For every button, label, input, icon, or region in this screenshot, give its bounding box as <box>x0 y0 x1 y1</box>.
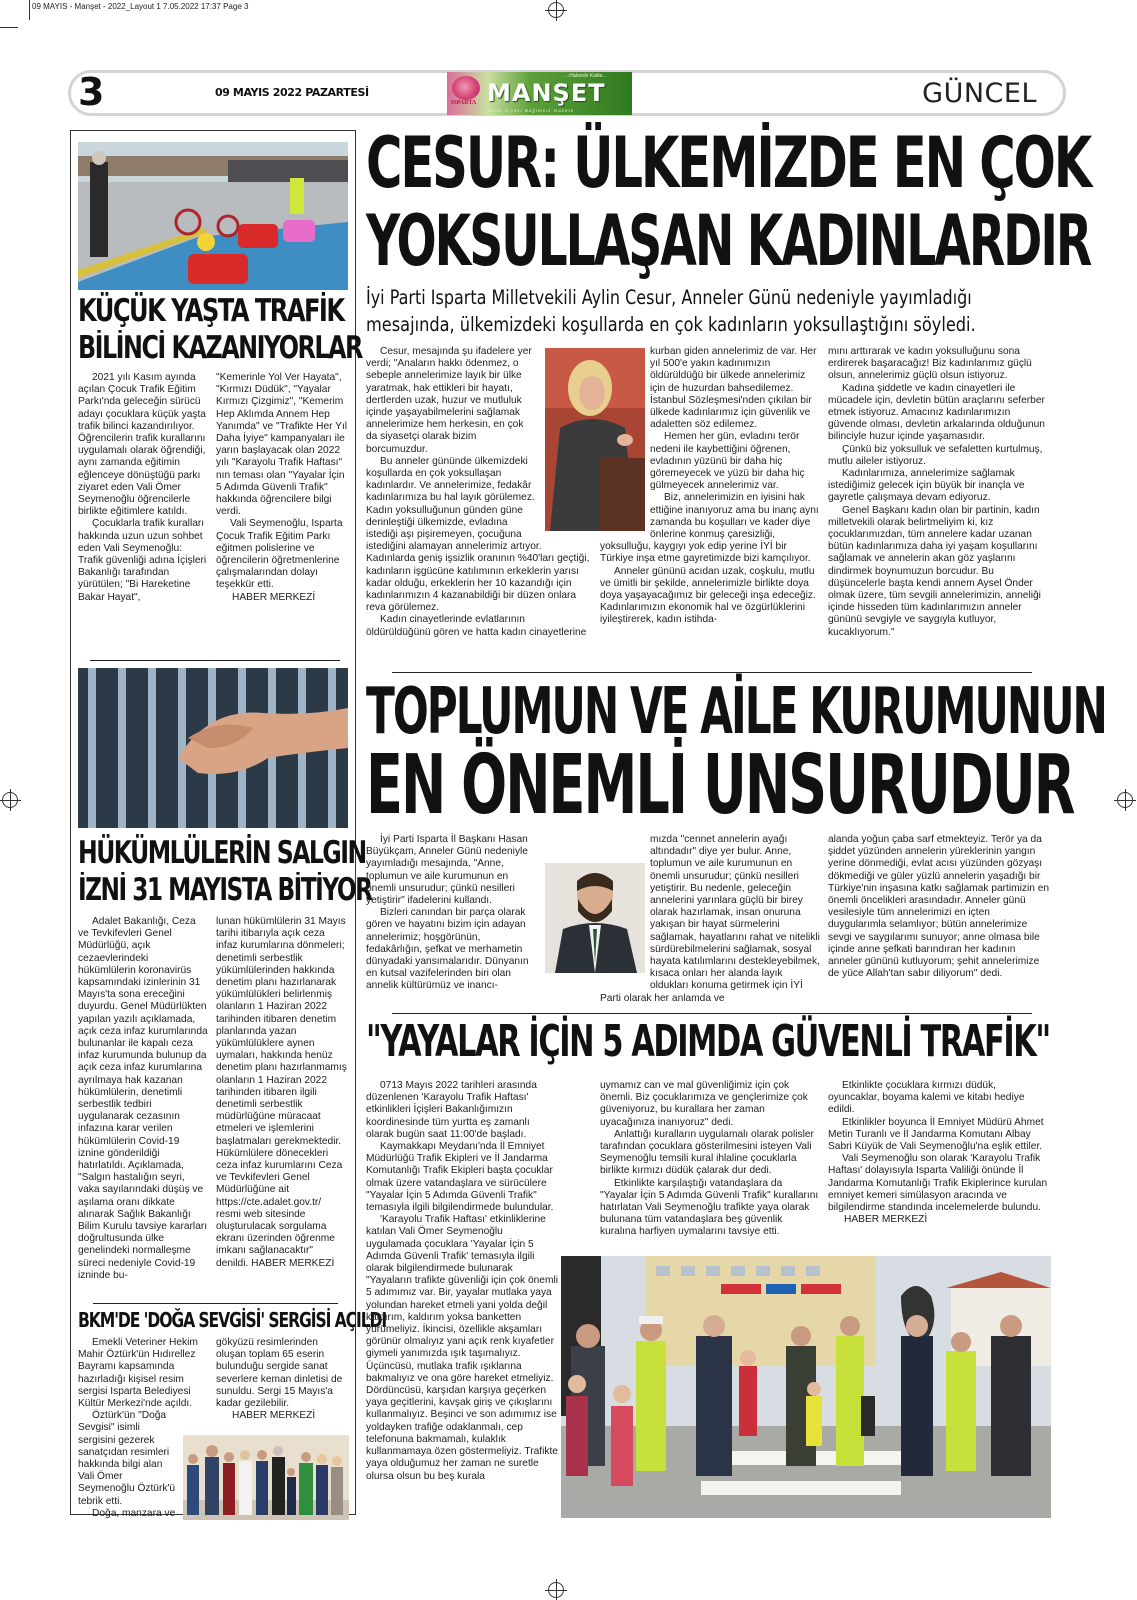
article-pedestrians-col3 <box>828 1080 1050 1226</box>
photo-wrap-space <box>600 346 650 534</box>
paragraph: Çocuklarla trafik kuralları hakkında uzun uzun sohbet eden Vali Seymenoğlu: Trafik güvenliği adına İçişleri Bakanlığı tarafından yürütülen; "Bi Hareketine Bakar Hayat", <box>78 518 207 603</box>
article-prisoners-col1 <box>78 916 208 1282</box>
deck-cesur-line2: mesajında, ülkemizdeki koşullarda en çok kadınların yoksullaştığını söyledi. <box>366 313 976 336</box>
traffic-week-event-photo <box>561 1256 1051 1518</box>
print-slug: 09 MAYIS - Manşet - 2022_Layout 1 7.05.2022 17:37 Page 3 <box>32 2 249 11</box>
paragraph: Etkinlikler boyunca İl Emniyet Müdürü Ahmet Metin Turanlı ve İl Jandarma Komutanı Albay Sabri Küyük de Vali Seymenoğlu'na eşlik ettiler. <box>828 1116 1044 1153</box>
traffic-park-photo <box>78 142 348 290</box>
byline: HABER MERKEZİ <box>844 1214 928 1226</box>
headline-cesur-line2: YOKSULLAŞAN KADINLARDIR <box>366 200 1091 282</box>
article-buyukcam-col2 <box>600 834 820 1005</box>
logo-slogan: ...Haberde Kalite... <box>565 73 607 79</box>
exhibition-group-photo <box>183 1435 349 1520</box>
paragraph: Kadın cinayetlerinde evlatlarının öldürüldüğünü gören ve hatta kadın cinayetlerine <box>366 614 587 638</box>
paragraph: lunan hükümlülerin 31 Mayıs tarihi itibarıyla açık ceza infaz kurumlarına dönmeleri; denetimli serbestlik yükümlülerinden hakkında denetim planı hazırlanarak yükümlülükleri belirlenmiş olanların 1 Haziran 2022 tarihinden itibaren denetim planlarında yazan yükümlülüklere aynen uymaları, hakkında henüz denetim planı hazırlanmamış olanların 1 Haziran 2022 tarihinden itibaren ilgili denetimli serbestlik müdürlüğüne müracaat etmeleri ve işlemlerini başlatmaları gerekmektedir. Hükümlülere dönecekleri ceza infaz kurumlarını Ceza ve Tevkifevleri Genel Müdürlüğüne ait https://cte.adalet.gov.tr/ resmi web sitesinde oluşturulacak sorgulama ekranı üzerinden öğrenme imkanı sağlanacaktır" denildi. HABER MERKEZİ <box>216 916 347 1269</box>
article-traffic-kids-col2 <box>216 372 348 604</box>
logo-city: ISPARTA <box>451 100 477 106</box>
paragraph: Anlattığı kuralların uygulamalı olarak polisler tarafından çocuklara gösterilmesini isteyen Vali Seymenoğlu temsili kural ihlaline çocuklarla birlikte kırmızı düdük çalarak dur dedi. <box>600 1128 814 1177</box>
registration-mark-icon <box>2 792 18 808</box>
paragraph: Genel Başkanı kadın olan bir partinin, kadın milletvekili olarak belirtmeliyim ki, kız çocuklarımızdan, tüm annelere kadar uzanan bütün kadınlarımıza daha iyi yaşam koşullarını sağlamak ve annelerin akan göz yaşlarını dindirmek boynumuzun borcudur. Bu düşüncelerle başta kendi annem Aysel Önder olmak üzere, tüm sevgili annelerimizin, anneliği içinde hisseden tüm kadınlarımızın anneler gününü sevgiyle ve saygıyla kutluyor, kucaklıyorum." <box>828 504 1041 638</box>
page-number: 3 <box>78 70 105 114</box>
paragraph: Emekli Veteriner Hekim Mahir Öztürk'ün Hıdırellez Bayramı kapsamında hazırladığı kişisel resim sergisi Isparta Belediyesi Kültür Merkezi'nde açıldı. <box>78 1337 198 1410</box>
paragraph: uymamız can ve mal güvenliğimiz için çok önemli. Biz çocuklarımıza ve gençlerimize çok güveniyoruz, bu kurallara her zaman uyacağınıza inanıyoruz" dedi. <box>600 1080 808 1128</box>
paragraph: Etkinlikte çocuklara kırmızı düdük, oyuncaklar, boyama kalemi ve kitabı hediye edildi. <box>828 1080 1025 1116</box>
photo-wrap-space <box>536 346 592 534</box>
article-traffic-kids-col1 <box>78 372 208 604</box>
article-pedestrians-col1 <box>366 1080 592 1524</box>
section-name: GÜNCEL <box>922 78 1037 109</box>
prison-hands-photo <box>78 668 348 828</box>
headline-traffic-kids-line2: BİLİNCİ KAZANIYORLAR <box>78 330 362 366</box>
registration-mark-icon <box>1117 792 1133 808</box>
article-exhibition-col2 <box>216 1337 348 1422</box>
headline-pedestrians: "YAYALAR İÇİN 5 ADIMDA GÜVENLİ TRAFİK" <box>366 1016 1050 1067</box>
paragraph: Anneler gününü acıdan uzak, coşkulu, mutlu ve ümitli bir şekilde, annelerimizle birlikte doya doya yaşayacağımız bir geleceği inşa edeceğiz. Kadınlarımızın ekonomik hal ve özgürlüklerini iyileştirerek, kadın istihda- <box>600 565 816 626</box>
paragraph: mını arttırarak ve kadın yoksulluğunu sona erdirerek başaracağız! Biz kadınlarımız güçlü olsun, annelerimiz güçlü olsun istiyoruz. <box>828 346 1032 382</box>
article-cesur-col3 <box>828 346 1050 639</box>
paragraph: "Kemerinle Yol Ver Hayata", "Kırmızı Düdük", "Yayalar Kırmızı Çizgimiz", "Kemerim Hep Aklımda Annem Hep Yanımda" ve "Trafikte Her Yıl Daha İyiye" kampanyaları ile yarın başlayacak olan 2022 yılı "Karayolu Trafik Haftası" nın teması olan "Yayalar İçin 5 Adımda Güvenli Trafik" hakkında öğrencilere bilgi verdi. <box>216 372 348 518</box>
divider <box>392 672 1032 673</box>
paragraph: 'Karayolu Trafik Haftası' etkinliklerine katılan Vali Ömer Seymenoğlu uygulamada çocuklara 'Yayalar İçin 5 Adımda Güvenli Trafik' temasıyla ilgili olarak bilgilendirmede bulunarak "Yayaların trafikte güvenliği için çok önemli 5 adımımız var. Bir, yayalar mutlaka yaya yolundan hareket etmeli yani yolda değil kaldırım, kaldırım yoksa banketten yürümeliyiz. İkincisi, özellikle akşamları görünür olmalıyız yani açık renk kıyafetler giymeli yanımızda ışık taşımalıyız. Üçüncüsü, mutlaka trafik ışıklarına bakmalıyız ve ona göre hareket etmeliyiz. Dördüncüsü, karşıdan karşıya geçerken yaya geçitlerini, kavşak giriş ve çıkışlarını kullanmalıyız. Beşinci ve son adımımız ise yoldayken trafiğe odaklanmalı, cep telefonuna bakmamalı, kulaklık kullanmamaya özen göstermeliyiz. Trafikte yaya olduğumuz her zaman ne suretle olursa olsun bu beş kurala <box>366 1214 558 1482</box>
divider <box>392 1013 1032 1014</box>
article-buyukcam-col3 <box>828 834 1050 980</box>
headline-exhibition: BKM'DE 'DOĞA SEVGİSİ' SERGİSİ AÇILDI <box>78 1308 387 1332</box>
issue-date: 09 MAYIS 2022 PAZARTESİ <box>215 86 369 99</box>
headline-prisoners-line2: İZNİ 31 MAYISTA BİTİYOR <box>78 872 372 908</box>
paragraph: Bu anneler gününde ülkemizdeki koşullarda en çok yoksullaşan kadınlardır. Ve annelerimize, fedakâr kadınlarımıza bu hal layık görülemez. Kadın yoksulluğunun günden güne derinleştiği ülkemizde, evladına istediği aşı pişiremeyen, çocuğuna istediğini alamayan annelerimiz artıyor. Kadınlarda geniş işsizlik oranının %40'ları geçtiği, kadınların işgücüne katılımının erkeklerin yarısı kadar olduğu, erkeklerin her 10 kazandığı için kadınlarımızın 4 kazanabildiği bir düzen onlara reva görülemez. <box>366 455 590 614</box>
paragraph: Vali Seymenoğlu son olarak 'Karayolu Trafik Haftası' dolayısıyla Isparta Valiliği önünde İl Jandarma Komutanlığı Trafik Ekiplerince kurulan emniyet kemeri simülasyon aracında ve bilgilendirme standında incelemelerde bulundu. <box>828 1153 1048 1214</box>
photo-wrap-space <box>536 850 592 992</box>
registration-mark-icon <box>548 2 564 18</box>
paragraph: İyi Parti Isparta İl Başkanı Hasan Büyükçam, Anneler Günü nedeniyle yayımladığı mesajında, "Anne, toplumun ve aile kurumunun en önemli unsurudur; çünkü nesilleri yetiştirir" ifadelerini kullandı. <box>366 834 528 907</box>
paragraph: Öztürk'ün "Doğa Sevgisi" isimli sergisini gezerek sanatçıdan resimleri hakkında bilgi alan Vali Ömer Seymenoğlu Öztürk'ü tebrik etti. <box>78 1410 176 1507</box>
paragraph: Kadına şiddetle ve kadın cinayetleri ile mücadele için, devletin bütün araçlarını seferber etmek istiyoruz. Amacınız kadınlarımızın güvende olması, devletin arkalarında olduğunun bilinciyle huzur içinde yaşamasıdır. <box>828 382 1045 443</box>
photo-wrap-space <box>600 848 650 990</box>
byline: HABER MERKEZİ <box>232 1410 316 1422</box>
divider <box>90 660 340 661</box>
paragraph: Etkinlikte karşılaştığı vatandaşlara da "Yayalar İçin 5 Adımda Güvenli Trafik" kurallarını hatırlatan Vali Seymenoğlu trafikte yaya olarak bulunana tüm vatandaşlara beş güvenlik kuralına harfiyen uymalarını tavsiye etti. <box>600 1177 819 1238</box>
paragraph: Cesur, mesajında şu ifadelere yer verdi; "Anaların hakkı ödenmez, o sebeple annelerimize layık bir ülke yaratmak, hak ettikleri bir hayatı, dertlerden uzak, huzur ve mutluluk içinde yaşayabilmelerini sağlamak annelerimize hem herkesin, en çok da siyasetçi olarak bizim borcumuzdur. <box>366 346 532 455</box>
paragraph: mızda "cennet annelerin ayağı altındadır" diye yer bulur. Anne, toplumun ve aile kurumunun en önemli unsurudur; çünkü nesilleri yetiştirir. Bu nedenle, geleceğin annelerini yarınlara güçlü bir birey olarak hazırlamak, insan onuruna yakışan bir hayat sürmelerini sağlamak, hayatlarını rahat ve nitelikli sürdürebilmelerini sağlamak, sosyal hayata katılımlarını destekleyebilmek, kısaca onları her alanda layık oldukları konuma getirmek için İYİ Parti olarak her anlamda ve <box>600 834 820 1004</box>
logo-name: MANŞET <box>487 79 606 107</box>
article-prisoners-col2 <box>216 916 348 1270</box>
headline-buyukcam-line2: EN ÖNEMLİ UNSURUDUR <box>366 738 1074 833</box>
crop-mark <box>0 27 18 28</box>
paragraph: Kadınlarımıza, annelerimize sağlamak istediğimiz gelecek için büyük bir inançla ve gayretle çalışmaya devam ediyoruz. <box>828 468 1025 504</box>
paragraph: alanda yoğun çaba sarf etmekteyiz. Terör ya da şiddet yüzünden annelerin yüreklerinin yangın yerine dönmediği, evlat acısı yüzünden gözyaşı dökmediği ve güler yüzlü annelerin yaşadığı bir Türkiye'nin inşasına katkı sağlamak partimizin en önemli öncelikleri arasındadır. Anneler günü vesilesiyle tüm annelerimizi en içten duygularımla selamlıyor; bütün annelerimize sevgi ve saygılarımı sunuyor; anne olmasa bile içinde anne şefkati barındıran her kadının anneler gününü kutluyorum; şehit annelerimize de yüce Allah'tan sabır diliyorum" dedi. <box>828 834 1050 980</box>
paragraph: Biz, annelerimizin en iyisini hak ettiğine inanıyoruz ama bu inanç aynı zamanda bu koşulları ve kader diye önlerine konmuş çaresizliği, yoksulluğu, kaygıyı yok edip yerine İYİ bir Türkiye inşa etme gayretimizde bizi kamçılıyor. <box>600 492 819 565</box>
print-slug-divider <box>29 0 30 20</box>
logo-subtitle: Yerel Siyasi Bağımsız Gazete <box>487 108 575 113</box>
paragraph: Çünkü biz yoksulluk ve sefaletten kurtulmuş, mutlu aileler istiyoruz. <box>828 443 1043 467</box>
byline: HABER MERKEZİ <box>232 591 316 603</box>
article-cesur-col1 <box>366 346 592 639</box>
paragraph: Bizleri canından bir parça olarak gören ve hayatını bizim için adayan annelerimiz; hoşgörünün, fedakârlığın, şefkat ve merhametin dünyadaki yansımalarıdır. Dünyanın en kutsal vazifelerinden biri olan annelik kültürümüz ve inancı- <box>366 907 529 992</box>
paragraph: Doğa, manzara ve <box>92 1507 176 1519</box>
newspaper-logo[interactable] <box>447 72 632 115</box>
registration-mark-icon <box>548 1582 564 1598</box>
headline-buyukcam-line1: TOPLUMUN VE AİLE KURUMUNUN <box>366 675 1106 749</box>
paragraph: Vali Seymenoğlu, Isparta Çocuk Trafik Eğitim Parkı eğitmen polislerine ve öğrencilerin öğretmenlerine çalışmalarından dolayı teşekkür etti. <box>216 518 343 591</box>
headline-traffic-kids-line1: KÜÇÜK YAŞTA TRAFİK <box>78 293 344 329</box>
paragraph: Hemen her gün, evladını terör nedeni ile kaybettiğini öğrenen, evladının yüzünü bir daha hiç göremeyecek ve yüzü bir daha hiç gülmeyecek annelerimiz var. <box>650 431 805 492</box>
headline-prisoners-line1: HÜKÜMLÜLERİN SALGIN <box>78 835 366 871</box>
article-buyukcam-col1 <box>366 834 592 993</box>
paragraph: 2021 yılı Kasım ayında açılan Çocuk Trafik Eğitim Parkı'nda geleceğin sürücü adayı çocuklara küçük yaşta trafik bilinci kazandırılıyor. Öğrencilerin trafik kurallarını uygulamalı olarak öğrendiği, aynı zamanda eğitimin eğlenceye dönüştüğü parkı ziyaret eden Vali Ömer Seymenoğlu öğrencilerle birlikte eğitimlere katıldı. <box>78 372 206 518</box>
paragraph: Kaymakkapı Meydanı'nda İl Emniyet Müdürlüğü Trafik Ekipleri ve İl Jandarma Komutanlığı Trafik Ekipleri başta çocuklar olmak üzere vatandaşlara ve sürücülere "Yayalar İçin 5 Adımda Güvenli Trafik" temasıyla ilgili bilgilendirmede bulundular. <box>366 1141 554 1214</box>
article-cesur-col2 <box>600 346 820 627</box>
rose-icon <box>452 76 480 100</box>
divider <box>93 1303 338 1304</box>
paragraph: Adalet Bakanlığı, Ceza ve Tevkifevleri Genel Müdürlüğü, açık cezaevlerindeki hükümlülerin koronavirüs kapsamındaki izinlerinin 31 Mayıs'ta sona ereceğini duyurdu. Genel Müdürlükten yapılan yazılı açıklamada, açık ceza infaz kurumlarında bulunanlar ile kapalı ceza infaz kurumunda bulunup da açık ceza infaz kurumlarına ayrılmaya hak kazanan hükümlülerin, denetimli serbestlik tedbiri uygulanarak cezasının infazına karar verilen hükümlülerin Covid-19 iznine gönderildiği hatırlatıldı. Açıklamada, "Salgın hastalığın seyri, vaka sayılarındaki düşüş ve aşılama oranı dikkate alınarak Sağlık Bakanlığı Bilim Kurulu tavsiye kararları doğrultusunda ülke genelindeki normalleşme süreci nedeniyle Covid-19 izninde bu- <box>78 916 208 1281</box>
article-pedestrians-col2 <box>600 1080 820 1239</box>
headline-cesur-line1: CESUR: ÜLKEMİZDE EN ÇOK <box>366 122 1091 204</box>
paragraph: kurban giden annelerimiz de var. Her yıl 500'e yakın kadınımızın öldürüldüğü bir ülkede annelerimiz için de huzurdan bahsedilemez. İstanbul Sözleşmesi'nden çıkılan bir ülkede kadınlarımız için güvenlik ve adaletten söz edilemez. <box>650 346 817 431</box>
paragraph: gökyüzü resimlerinden oluşan toplam 65 eserin bulunduğu sergide sanat severlere keman dinletisi de sunuldu. Sergi 15 Mayıs'a kadar gezilebilir. <box>216 1337 343 1410</box>
paragraph: 0713 Mayıs 2022 tarihleri arasında düzenlenen 'Karayolu Trafik Haftası' etkinlikleri İçişleri Bakanlığımızın koordinesinde tüm yurtta eş zamanlı olarak bugün saat 11:00'de başladı. <box>366 1080 537 1140</box>
deck-cesur-line1: İyi Parti Isparta Milletvekili Aylin Cesur, Anneler Günü nedeniyle yayımladığı <box>366 286 972 309</box>
